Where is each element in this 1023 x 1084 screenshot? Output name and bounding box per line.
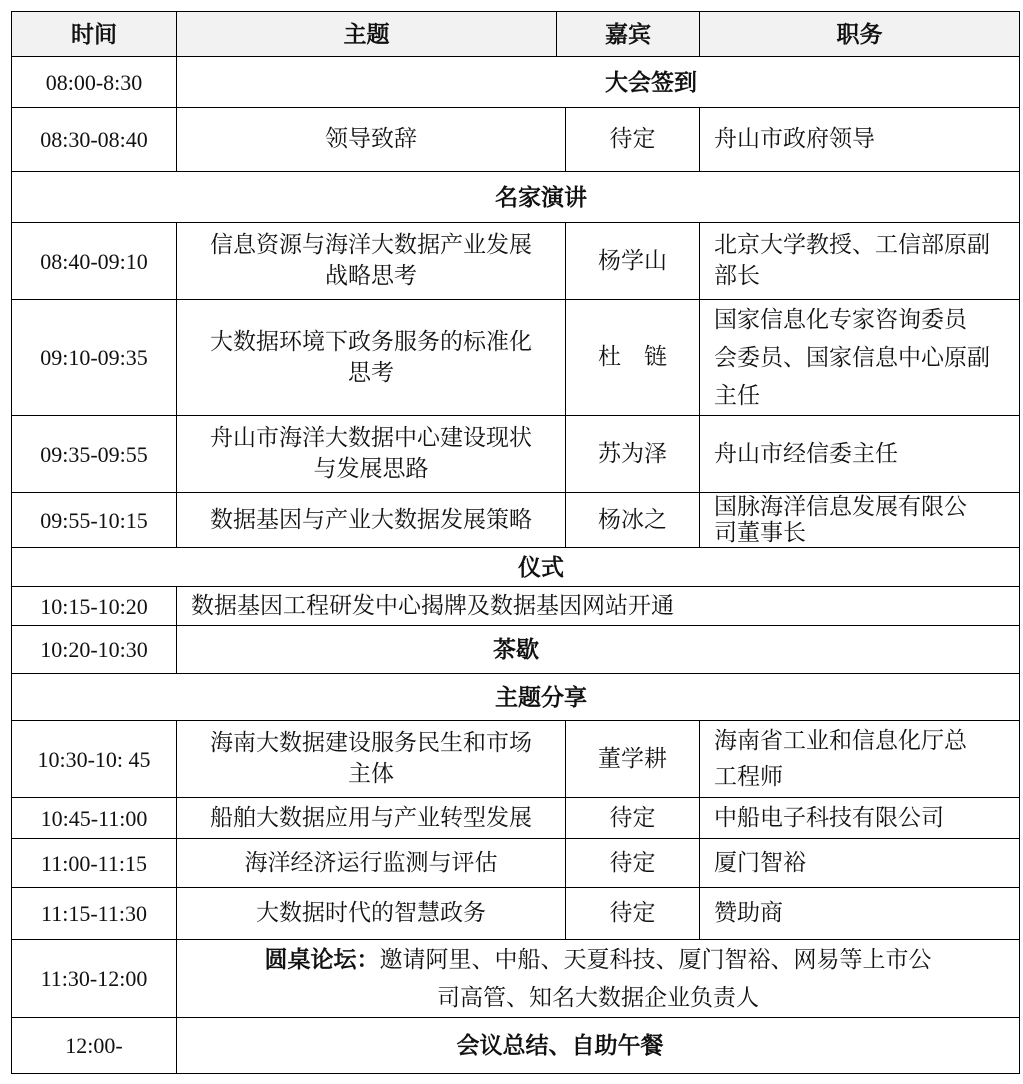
time-cell: 09:55-10:15 (40, 507, 148, 533)
position-cell: 厦门智裕 (714, 849, 806, 876)
header-topic: 主题 (177, 12, 556, 56)
roundtable-line (265, 941, 932, 979)
guest-cell: 董学耕 (598, 745, 667, 772)
position-line: 海南省工业和信息化厅总 (714, 728, 967, 754)
position-line: 部长 (714, 263, 760, 289)
time-cell: 10:20-10:30 (40, 637, 148, 662)
position-line: 工程师 (714, 764, 783, 790)
topic-line: 信息资源与海洋大数据产业发展 (210, 232, 532, 258)
topic-line: 舟山市海洋大数据中心建设现状 (210, 425, 532, 451)
section-title: 主题分享 (495, 683, 587, 711)
roundtable-text: 邀请阿里、中船、天夏科技、厦门智裕、网易等上市公 (379, 946, 932, 973)
section-title: 名家演讲 (495, 183, 587, 211)
topic-cell: 海洋经济运行监测与评估 (244, 849, 498, 876)
topic-cell (177, 721, 565, 797)
time-cell: 08:30-08:40 (40, 127, 148, 152)
time-cell: 09:10-09:35 (40, 345, 148, 370)
header-guest: 嘉宾 (557, 12, 699, 56)
guest-cell: 待定 (609, 804, 656, 831)
table-border-right (1019, 11, 1020, 1074)
table-border-bottom (11, 1073, 1020, 1074)
topic-cell: 大数据时代的智慧政务 (256, 900, 486, 926)
position-line: 国家信息化专家咨询委员 (714, 306, 967, 333)
guest-cell: 杜 链 (598, 344, 667, 370)
position-line: 国脉海洋信息发展有限公 (714, 494, 967, 520)
time-cell: 09:35-09:55 (40, 441, 148, 467)
topic-line: 与发展思路 (313, 456, 429, 482)
time-cell: 10:45-11:00 (40, 805, 148, 831)
topic-cell (177, 223, 565, 299)
topic-cell: 船舶大数据应用与产业转型发展 (210, 804, 532, 831)
position-cell (700, 721, 1019, 797)
checkin-cell: 大会签到 (605, 68, 697, 96)
guest-cell: 杨冰之 (598, 506, 667, 533)
roundtable-cell (177, 940, 1019, 1017)
roundtable-label: 圆桌论坛： (264, 945, 380, 973)
guest-cell: 待定 (609, 900, 656, 926)
position-line: 北京大学教授、工信部原副 (714, 232, 990, 258)
topic-line: 海南大数据建设服务民生和市场 (210, 730, 532, 756)
position-cell: 舟山市政府领导 (714, 126, 875, 152)
guest-cell: 待定 (609, 126, 656, 152)
tea-break-cell: 茶歇 (493, 636, 539, 663)
time-cell: 11:30-12:00 (40, 966, 148, 991)
topic-line: 战略思考 (325, 263, 417, 289)
roundtable-line: 司高管、知名大数据企业负责人 (437, 984, 759, 1011)
time-cell: 08:40-09:10 (40, 248, 148, 274)
header-time: 时间 (12, 12, 176, 56)
guest-cell: 杨学山 (598, 247, 667, 274)
guest-cell: 待定 (609, 849, 656, 876)
topic-line: 大数据环境下政务服务的标准化 (210, 328, 532, 355)
topic-cell (177, 300, 565, 415)
time-cell: 11:15-11:30 (41, 901, 147, 926)
topic-cell: 数据基因与产业大数据发展策略 (210, 506, 532, 533)
position-line: 司董事长 (714, 520, 806, 546)
time-cell: 10:15-10:20 (40, 593, 148, 619)
position-line: 主任 (714, 382, 760, 409)
position-line: 会委员、国家信息中心原副 (714, 344, 990, 371)
time-cell: 11:00-11:15 (41, 850, 147, 876)
ceremony-cell: 数据基因工程研发中心揭牌及数据基因网站开通 (191, 592, 674, 619)
section-title: 仪式 (518, 553, 564, 581)
time-cell: 10:30-10: 45 (37, 746, 151, 772)
topic-line: 主体 (348, 761, 394, 787)
position-cell: 赞助商 (714, 900, 783, 926)
position-cell (700, 300, 1019, 415)
guest-cell: 苏为泽 (598, 440, 667, 467)
closing-cell: 会议总结、自助午餐 (456, 1032, 664, 1059)
topic-cell: 领导致辞 (325, 126, 417, 152)
header-position: 职务 (700, 12, 1019, 56)
position-cell: 舟山市经信委主任 (714, 440, 898, 467)
position-cell: 中船电子科技有限公司 (714, 804, 944, 831)
topic-cell (177, 416, 565, 492)
time-cell: 12:00- (65, 1033, 123, 1058)
topic-line: 思考 (348, 359, 394, 386)
position-cell (700, 493, 1019, 547)
position-cell (700, 223, 1019, 299)
time-cell: 08:00-8:30 (45, 69, 143, 95)
